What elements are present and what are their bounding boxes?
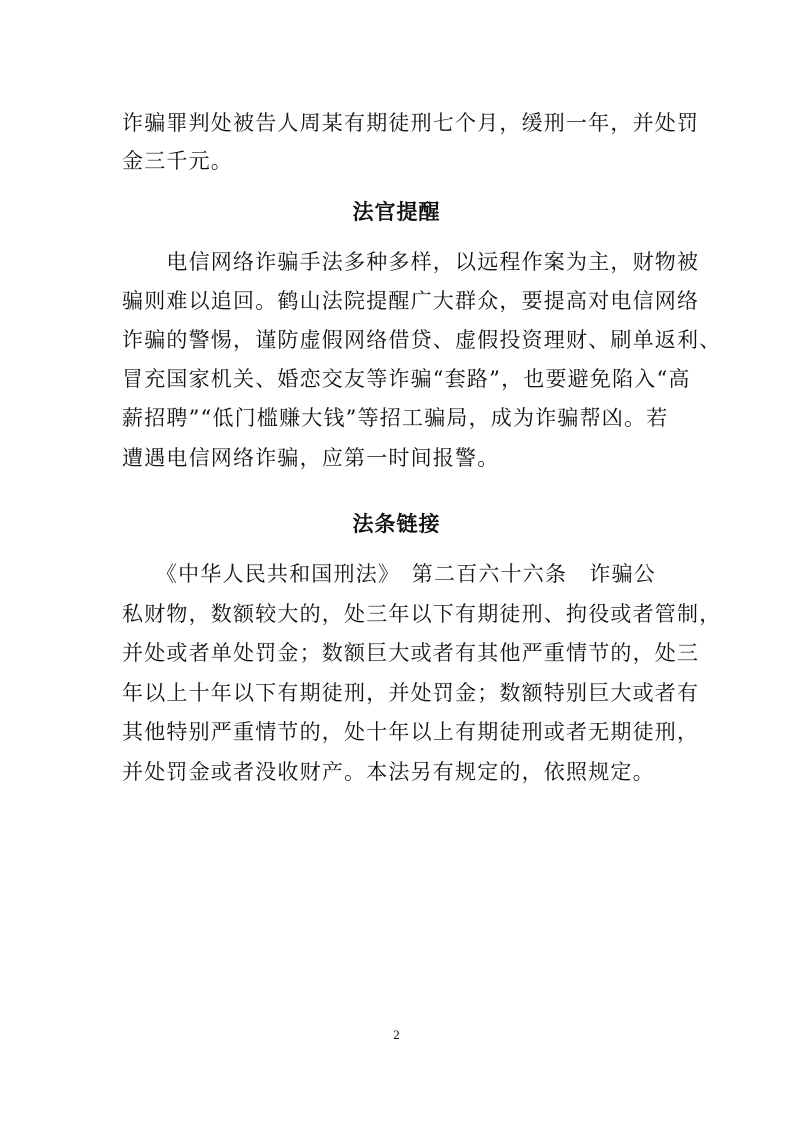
paragraph-2-line-4: 冒充国家机关、婚恋交友等诈骗“套路”，也要避免陷入“高 — [122, 367, 691, 391]
paragraph-2-line-1: 电信网络诈骗手法多种多样，以远程作案为主，财物被 — [122, 250, 700, 274]
paragraph-1-line-2: 金三千元。 — [122, 149, 233, 173]
paragraph-1-line-1: 诈骗罪判处被告人周某有期徒刑七个月，缓刑一年，并处罚 — [122, 111, 700, 135]
paragraph-2-line-5: 薪招聘”“低门槛赚大钱”等招工骗局，成为诈骗帮凶。若 — [122, 406, 669, 430]
paragraph-3-line-2: 私财物，数额较大的，处三年以下有期徒刑、拘役或者管制， — [122, 602, 722, 626]
paragraph-3-line-5: 其他特别严重情节的，处十年以上有期徒刑或者无期徒刑， — [122, 720, 700, 744]
paragraph-2-line-6: 遭遇电信网络诈骗，应第一时间报警。 — [122, 446, 500, 470]
page-number: 2 — [393, 1027, 400, 1042]
paragraph-3-line-1: 《中华人民共和国刑法》 第二百六十六条 诈骗公 — [122, 562, 656, 586]
paragraph-2-line-2: 骗则难以追回。鹤山法院提醒广大群众，要提高对电信网络 — [122, 289, 700, 313]
heading-judge-reminder: 法官提醒 — [352, 200, 441, 224]
paragraph-3-line-4: 年以上十年以下有期徒刑，并处罚金；数额特别巨大或者有 — [122, 681, 700, 705]
paragraph-3-line-6: 并处罚金或者没收财产。本法另有规定的，依照规定。 — [122, 760, 655, 784]
heading-law-link: 法条链接 — [352, 512, 441, 536]
paragraph-2-line-3: 诈骗的警惕，谨防虚假网络借贷、虚假投资理财、刷单返利、 — [122, 328, 722, 352]
paragraph-3-line-3: 并处或者单处罚金；数额巨大或者有其他严重情节的，处三 — [122, 641, 700, 665]
